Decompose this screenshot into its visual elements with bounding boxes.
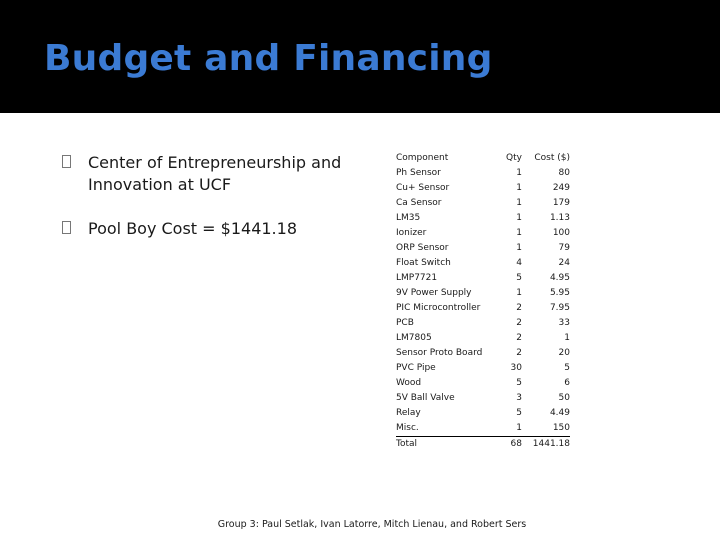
total-qty: 68: [486, 437, 522, 453]
cell-component: LM7805: [396, 333, 432, 343]
table-row: [396, 286, 570, 301]
cell-qty: 2: [516, 303, 522, 313]
cell-cost: 179: [552, 198, 570, 208]
table-row: [396, 391, 570, 406]
cell-cost: 24: [558, 258, 570, 268]
title-banner: [0, 0, 720, 113]
table-row: [396, 181, 570, 196]
table-row: [396, 376, 570, 391]
cell-cost: 1: [564, 333, 570, 343]
cell-cost: 80: [558, 168, 570, 178]
cell-component: LMP7721: [396, 273, 438, 283]
cell-cost: 20: [558, 348, 570, 358]
cell-qty: 1: [516, 288, 522, 298]
cell-cost: 150: [552, 423, 570, 433]
cell-qty: 1: [516, 213, 522, 223]
bullet-item: [62, 218, 362, 240]
cell-qty: 5: [516, 408, 522, 418]
table-total-row: [396, 437, 570, 453]
cell-cost: 5: [564, 363, 570, 373]
cell-qty: 4: [516, 258, 522, 268]
bullet-item: [62, 152, 362, 196]
cell-component: LM35: [396, 213, 421, 223]
cell-cost: 4.49: [549, 408, 570, 418]
budget-table: [396, 151, 570, 452]
table-row: [396, 166, 570, 181]
table-row: [396, 421, 570, 437]
cell-component: PCB: [396, 318, 414, 328]
cell-qty: 5: [516, 378, 522, 388]
table-row: [396, 271, 570, 286]
cell-component: ORP Sensor: [396, 243, 449, 253]
cell-component: 5V Ball Valve: [396, 393, 455, 403]
cell-cost: 50: [558, 393, 570, 403]
cell-component: Float Switch: [396, 258, 451, 268]
table-row: [396, 346, 570, 361]
column-header-component: Component: [396, 153, 449, 163]
table-row: [396, 331, 570, 346]
cell-qty: 2: [516, 348, 522, 358]
table-row: [396, 196, 570, 211]
cell-component: Misc.: [396, 423, 419, 433]
cell-component: Ph Sensor: [396, 168, 441, 178]
cell-qty: 1: [516, 198, 522, 208]
column-header-qty: Qty: [506, 153, 522, 163]
cell-cost: 7.95: [549, 303, 570, 313]
column-header-cost: Cost ($): [534, 153, 570, 163]
cell-cost: 4.95: [549, 273, 570, 283]
cell-qty: 1: [516, 168, 522, 178]
cell-cost: 249: [552, 183, 570, 193]
cell-component: Cu+ Sensor: [396, 183, 450, 193]
cell-qty: 1: [516, 183, 522, 193]
cell-cost: 33: [558, 318, 570, 328]
cell-qty: 30: [510, 363, 522, 373]
bullet-text: Pool Boy Cost = $1441.18: [88, 219, 297, 238]
bullet-list: [62, 152, 362, 262]
cell-component: Ionizer: [396, 228, 427, 238]
bullet-text: Center of Entrepreneurship and Innovation at UCF: [88, 153, 342, 194]
table-header-row: [396, 151, 570, 166]
slide-title: Budget and Financing: [44, 38, 493, 79]
cell-cost: 79: [558, 243, 570, 253]
cell-cost: 5.95: [549, 288, 570, 298]
cell-cost: 6: [564, 378, 570, 388]
table-row: [396, 406, 570, 421]
cell-qty: 1: [516, 228, 522, 238]
table-row: [396, 241, 570, 256]
cell-qty: 1: [516, 423, 522, 433]
slide-footer: Group 3: Paul Setlak, Ivan Latorre, Mitch Lienau, and Robert Sers: [217, 519, 527, 530]
cell-component: Ca Sensor: [396, 198, 442, 208]
cell-component: 9V Power Supply: [396, 288, 472, 298]
table-row: [396, 316, 570, 331]
cell-qty: 2: [516, 333, 522, 343]
bullet-box-icon: [62, 221, 71, 234]
cell-qty: 2: [516, 318, 522, 328]
table-row: [396, 226, 570, 241]
cell-qty: 1: [516, 243, 522, 253]
bullet-box-icon: [62, 155, 71, 168]
cell-component: Sensor Proto Board: [396, 348, 483, 358]
cell-cost: 100: [552, 228, 570, 238]
table-row: [396, 301, 570, 316]
cell-component: PVC Pipe: [396, 363, 436, 373]
total-cost: 1441.18: [522, 437, 570, 453]
table-row: [396, 361, 570, 376]
table-row: [396, 256, 570, 271]
cell-component: PIC Microcontroller: [396, 303, 481, 313]
total-label: Total: [396, 437, 486, 453]
table-row: [396, 211, 570, 226]
cell-qty: 3: [516, 393, 522, 403]
cell-qty: 5: [516, 273, 522, 283]
cell-component: Relay: [396, 408, 421, 418]
cell-component: Wood: [396, 378, 422, 388]
cell-cost: 1.13: [549, 213, 570, 223]
